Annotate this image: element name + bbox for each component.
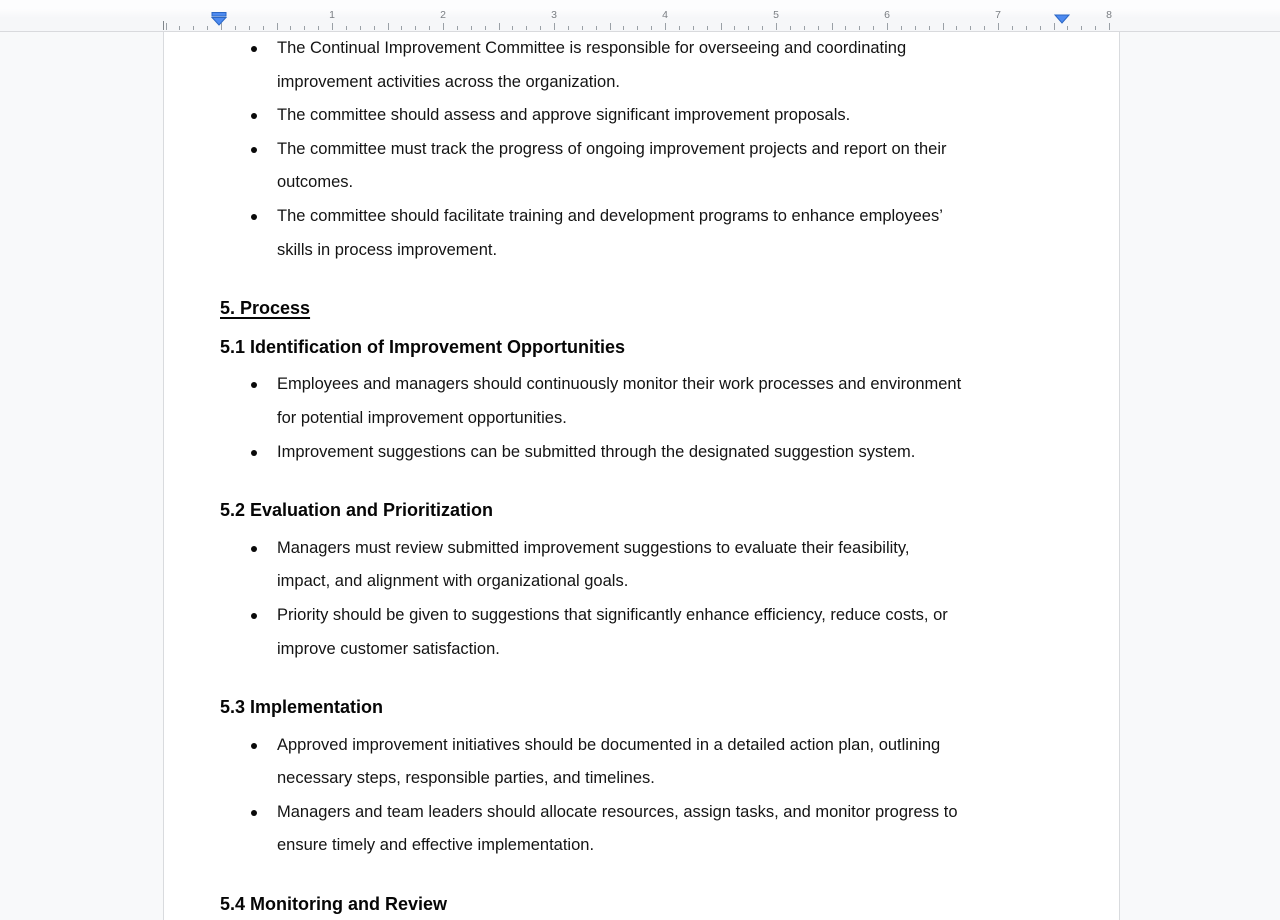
ruler-number: 4 — [662, 9, 668, 21]
horizontal-ruler[interactable] — [0, 0, 1280, 32]
list-item — [164, 368, 1119, 435]
document-page[interactable] — [163, 32, 1120, 920]
bullet-icon — [251, 743, 257, 749]
text-line: impact, and alignment with organizational goals. — [277, 572, 629, 591]
bullet-icon — [251, 147, 257, 153]
text-line: necessary steps, responsible parties, and timelines. — [277, 769, 655, 788]
text-line: skills in process improvement. — [277, 240, 498, 259]
text-line: improve customer satisfaction. — [277, 639, 500, 658]
bullet-icon — [251, 810, 257, 816]
text-line: Managers must review submitted improvement suggestions to evaluate their feasibility, — [277, 538, 910, 557]
list-item — [164, 200, 1119, 267]
list-item — [164, 436, 1119, 470]
bullet-icon — [251, 214, 257, 220]
section-heading-text: 5. Process — [220, 298, 311, 319]
ruler-number: 1 — [329, 9, 335, 21]
text-line: The committee should assess and approve significant improvement proposals. — [277, 106, 851, 125]
ruler-number: 2 — [440, 9, 446, 21]
list-item — [164, 133, 1119, 200]
subsection-heading: 5.4 Monitoring and Review — [220, 894, 448, 915]
bullet-list — [164, 32, 1119, 267]
text-line: improvement activities across the organization. — [277, 72, 620, 91]
ruler-number: 8 — [1106, 9, 1112, 21]
ruler-number: 3 — [551, 9, 557, 21]
subsection-heading: 5.3 Implementation — [220, 697, 384, 718]
subsection-heading: 5.2 Evaluation and Prioritization — [220, 500, 494, 521]
bullet-icon — [251, 450, 257, 456]
bullet-icon — [251, 382, 257, 388]
text-line: The Continual Improvement Committee is responsible for overseeing and coordinating — [277, 39, 907, 57]
bullet-icon — [251, 613, 257, 619]
text-line: The committee must track the progress of ongoing improvement projects and report on their — [277, 139, 947, 158]
list-item — [164, 599, 1119, 666]
text-line: ensure timely and effective implementation. — [277, 836, 595, 855]
list-item — [164, 32, 1119, 99]
left-indent-marker-icon[interactable] — [211, 12, 227, 26]
text-line: The committee should facilitate training and development programs to enhance employees’ — [277, 206, 943, 225]
subsection-heading: 5.1 Identification of Improvement Opportunities — [220, 336, 626, 357]
list-item — [164, 99, 1119, 133]
bullet-icon — [251, 46, 257, 52]
bullet-list — [164, 368, 1119, 469]
bullet-icon — [251, 546, 257, 552]
text-line: Improvement suggestions can be submitted through the designated suggestion system. — [277, 442, 916, 461]
document-content — [164, 32, 1119, 920]
bullet-icon — [251, 113, 257, 119]
text-line: Priority should be given to suggestions that significantly enhance efficiency, reduce costs, or — [277, 605, 948, 624]
bullet-list — [164, 729, 1119, 863]
text-line: for potential improvement opportunities. — [277, 408, 567, 427]
ruler-number: 5 — [773, 9, 779, 21]
list-item — [164, 796, 1119, 863]
text-line: Managers and team leaders should allocate resources, assign tasks, and monitor progress to — [277, 802, 958, 821]
right-indent-marker-icon[interactable] — [1054, 14, 1070, 24]
text-line: Employees and managers should continuously monitor their work processes and environment — [277, 375, 962, 394]
ruler-number: 7 — [995, 9, 1001, 21]
section-heading — [164, 292, 1119, 326]
list-item — [164, 729, 1119, 796]
text-line: outcomes. — [277, 173, 354, 192]
list-item — [164, 532, 1119, 599]
ruler-number: 6 — [884, 9, 890, 21]
text-line: Approved improvement initiatives should be documented in a detailed action plan, outlining — [277, 735, 941, 754]
bullet-list — [164, 532, 1119, 666]
